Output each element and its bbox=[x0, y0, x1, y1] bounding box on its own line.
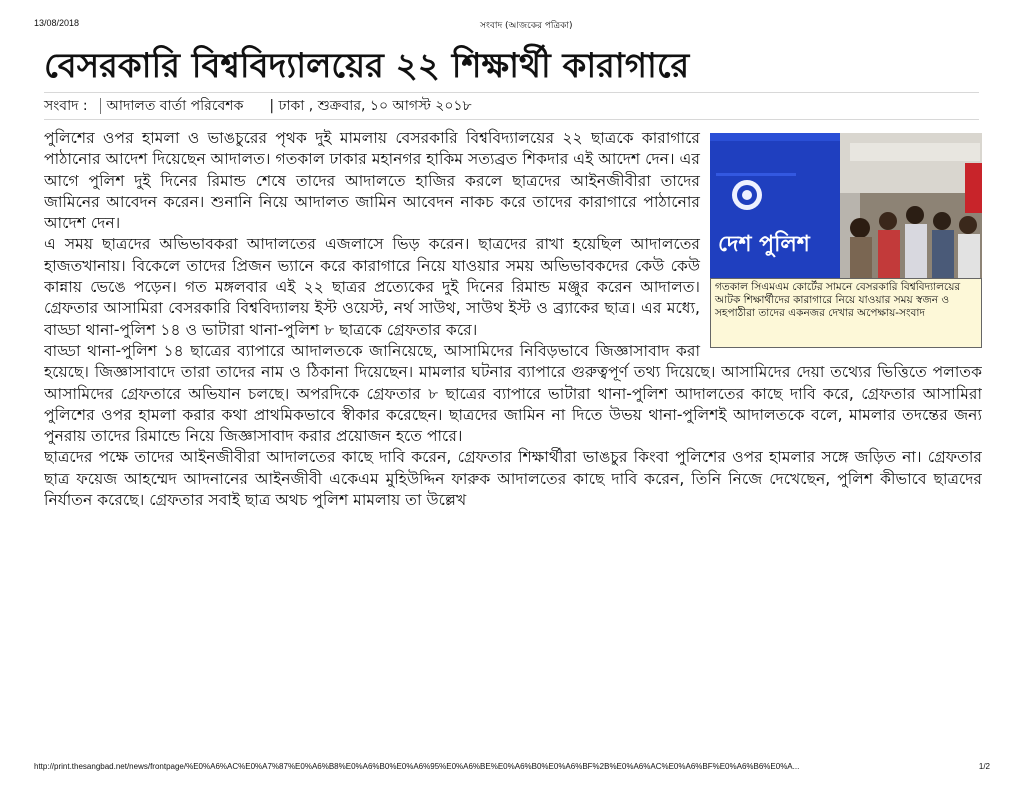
article-headline: বেসরকারি বিশ্ববিদ্যালয়ের ২২ শিক্ষার্থী কারাগারে bbox=[44, 46, 690, 86]
source-label: সংবাদ : bbox=[44, 98, 88, 114]
meta-divider bbox=[100, 98, 101, 114]
photo-box bbox=[710, 133, 982, 348]
dateline: | ঢাকা , শুক্রবার, ১০ আগস্ট ২০১৮ bbox=[269, 98, 472, 114]
page-number: 1/2 bbox=[978, 762, 990, 771]
news-photo bbox=[710, 133, 982, 278]
reporter-name: আদালত বার্তা পরিবেশক bbox=[106, 98, 244, 114]
print-date: 13/08/2018 bbox=[34, 18, 80, 28]
article-meta bbox=[44, 92, 979, 120]
article-paragraph: পুলিশের ওপর হামলা ও ভাঙচুরের পৃথক দুই মামলায় বেসরকারি বিশ্ববিদ্যালয়ের ২২ ছাত্রকে কারাগারে পাঠানোর আদেশ দিয়েছেন আদালত। গতকাল ঢাকার মহানগর হাকিম সত্যব্রত শিকদার এই আদেশ দেন। এর আগে পুলিশ দুই দিনের রিমান্ড শেষে তাদের আদালতে হাজির করলে ছাত্রদের আইনজীবীরা তাদের জামিনের আবেদন করেন। শুনানি নিয়ে আদালত জামিন আবেদন নাকচ করে তাদের কারাগারে পাঠানোর আদেশ দেন। bbox=[44, 129, 700, 233]
police-van-photo bbox=[710, 133, 982, 278]
article-body bbox=[44, 128, 982, 740]
page-header-title: সংবাদ (আজকের পত্রিকা) bbox=[480, 21, 573, 31]
van-text: দেশ পুলিশ bbox=[718, 232, 810, 257]
footer-url: http://print.thesangbad.net/news/frontpage/%E0%A6%AC%E0%A7%87%E0%A6%B8%E0%A6%B0%E0%A6%95%E0%A6%BE%E0%A6%B0%E0%A6%BF%2B%E0%A6%AC%E0%A6%BF%E0%A6%B6%E0%A... bbox=[34, 762, 800, 771]
article-paragraph: এ সময় ছাত্রদের অভিভাবকরা আদালতের এজলাসে ভিড় করেন। ছাত্রদের রাখা হয়েছিল আদালতের হাজতখানায়। বিকেলে তাদের প্রিজন ভ্যানে করে কারাগারে নিয়ে যাওয়ার সময় অভিভাবকদের কেউ কেউ কান্নায় ভেঙে পড়েন। গত মঙ্গলবার এই ২২ ছাত্রর প্রত্যেকের দুই দিনের রিমান্ড মঞ্জুর করেন আদালত। গ্রেফতার আসামিরা বেসরকারি বিশ্ববিদ্যালয় ইস্ট ওয়েস্ট, নর্থ সাউথ, সাউথ ইস্ট ও ব্র্যাকের ছাত্র। এর মধ্যে, বাড্ডা থানা-পুলিশ ১৪ ও ভাটারা থানা-পুলিশ ৮ ছাত্রকে গ্রেফতার করে। bbox=[44, 235, 700, 339]
article-paragraph: বাড্ডা থানা-পুলিশ ১৪ ছাত্রের ব্যাপারে আদালতকে জানিয়েছে, আসামিদের নিবিড়ভাবে জিজ্ঞাসাবাদ করা হয়েছে। জিজ্ঞাসাবাদে তারা তাদের নাম ও ঠিকানা দিয়েছেন। মামলার ঘটনার ব্যাপারে গুরুত্বপূর্ণ তথ্য দিয়েছে। আসামিদের দেয়া তথ্যের ভিত্তিতে পলাতক আসামিদের গ্রেফতারে অভিযান চলছে। অপরদিকে গ্রেফতার ৮ ছাত্রের ব্যাপারে ভাটারা থানা-পুলিশ আদালতের কাছে দাবি করে, গ্রেফতার আসামিরা পুলিশের ওপর হামলা করার কথা প্রাথমিকভাবে স্বীকার করেছেন। ছাত্রদের জামিন না দিতে উভয় থানা-পুলিশই আদালতকে বলে, মামলার তদন্তের জন্য পুনরায় তাদের রিমান্ডে নিয়ে জিজ্ঞাসাবাদ করার প্রয়োজন হতে পারে। bbox=[44, 341, 982, 446]
article-paragraph: ছাত্রদের পক্ষে তাদের আইনজীবীরা আদালতের কাছে দাবি করেন, গ্রেফতার শিক্ষার্থীরা ভাঙচুর কিংবা পুলিশের ওপর হামলার সঙ্গে জড়িত না। গ্রেফতার ছাত্র ফয়েজ আহম্মেদ আদনানের আইনজীবী একেএম মুহিউদ্দিন ফারুক আদালতের কাছে দাবি করেন, তিনি নিজে দেখেছেন, পুলিশ কীভাবে ছাত্রদের নির্যাতন করেছে। গ্রেফতার সবাই ছাত্র অথচ পুলিশ মামলায় তা উল্লেখ bbox=[44, 448, 982, 510]
photo-caption: গতকাল সিএমএম কোর্টের সামনে বেসরকারি বিশ্ববিদ্যালয়ের আটক শিক্ষার্থীদের কারাগারে নিয়ে যাওয়ার সময় স্বজন ও সহপাঠীরা তাদের একনজর দেখার অপেক্ষায়-সংবাদ bbox=[710, 278, 982, 348]
